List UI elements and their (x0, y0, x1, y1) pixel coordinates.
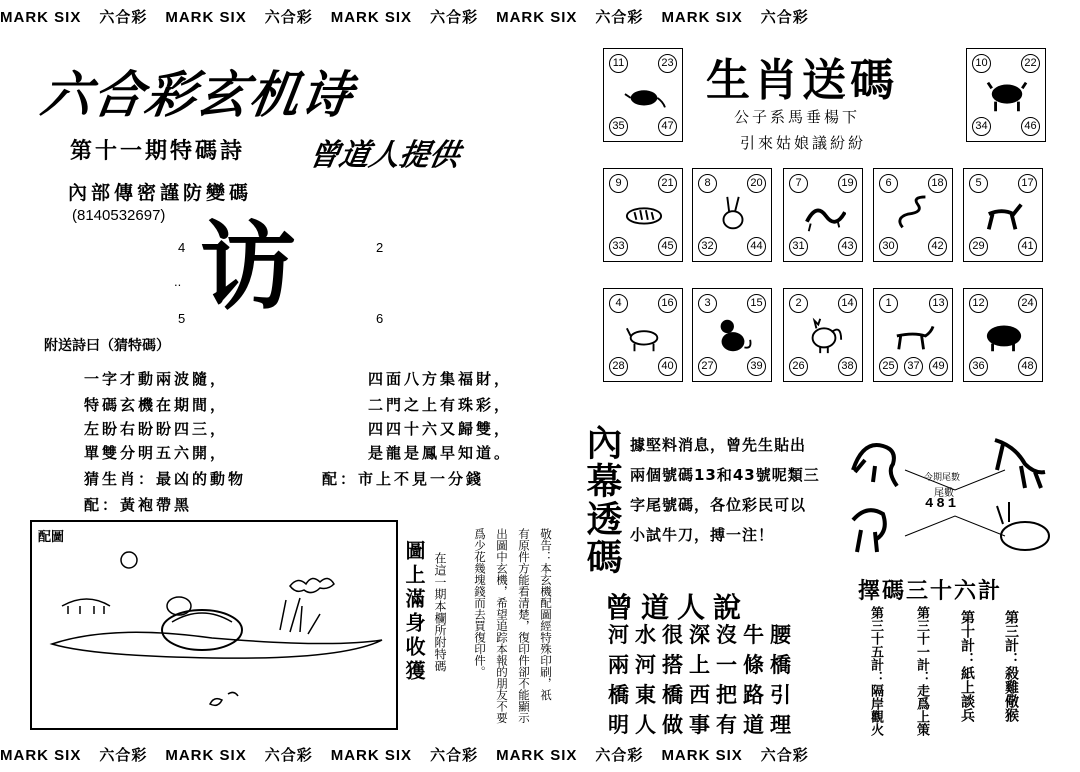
zodiac-number: 38 (838, 357, 857, 376)
banner-item: 六合彩 (430, 9, 479, 26)
zodiac-number: 32 (698, 237, 717, 256)
zodiac-number: 7 (789, 174, 808, 193)
zodiac-line-2: 引來姑娘議紛紛 (740, 134, 867, 152)
sayings-title: 曾道人說 (605, 591, 750, 624)
zodiac-number: 30 (879, 237, 898, 256)
sayings-line: 橋東橋西把路引 (608, 682, 797, 707)
zodiac-cell (783, 288, 863, 382)
notice-line-4: 爲少花幾塊錢而去買復印件。 (473, 528, 487, 678)
zodiac-cell (963, 288, 1043, 382)
zodiac-number: 34 (972, 117, 991, 136)
zodiac-number: 8 (698, 174, 717, 193)
pig-icon (982, 315, 1026, 355)
strategy-title: 擇碼三十六計 (858, 578, 1003, 604)
zodiac-number: 26 (789, 357, 808, 376)
bottom-banner (0, 744, 1080, 772)
banner-item: MARK SIX (165, 747, 247, 764)
zodiac-number: 22 (1021, 54, 1040, 73)
sayings-line: 兩河搭上一條橋 (608, 652, 797, 677)
rooster-icon (802, 315, 846, 355)
zodiac-cell (603, 48, 683, 142)
zodiac-number: 48 (1018, 357, 1037, 376)
zodiac-cell (963, 168, 1043, 262)
poem-right-3: 四四十六又歸雙， (368, 420, 513, 438)
poem-left-1: 一字才動兩波隨， (84, 370, 229, 388)
banner-item: 六合彩 (760, 9, 809, 26)
insider-label: 內幕透碼 (581, 424, 623, 576)
phone-number: (8140532697) (72, 207, 166, 224)
zodiac-number: 12 (969, 294, 988, 313)
zodiac-number: 2 (789, 294, 808, 313)
zodiac-number: 19 (838, 174, 857, 193)
zodiac-number: 17 (1018, 174, 1037, 193)
zodiac-number: 24 (1018, 294, 1037, 313)
sayings-body (608, 620, 797, 740)
zodiac-cell (603, 168, 683, 262)
banner-item: MARK SIX (0, 747, 82, 764)
insider-line: 據堅料消息，曾先生貼出 (630, 436, 807, 454)
notice-line-3: 出圖中玄機，希望追踪本報的朋友不要 (495, 528, 509, 724)
zodiac-cell (873, 288, 953, 382)
insider-line: 字尾號碼，各位彩民可以 (630, 496, 807, 514)
banner-item: MARK SIX (496, 747, 578, 764)
poem-right-4: 是龍是鳳早知道。 (368, 444, 513, 462)
tail-badge-top: 今期尾數 (924, 473, 961, 483)
zodiac-title: 生肖送碼 (706, 55, 898, 106)
zodiac-number: 20 (747, 174, 766, 193)
monkey-icon (853, 445, 897, 486)
zodiac-number: 31 (789, 237, 808, 256)
dots-mark: .. (174, 274, 182, 289)
sayings-line: 河水很深沒牛腰 (608, 622, 797, 647)
tail-badge-label: 尾數 (934, 488, 954, 499)
zodiac-number: 9 (609, 174, 628, 193)
ox-icon (985, 75, 1029, 115)
goat-icon (622, 315, 666, 355)
rabbit-icon (711, 195, 755, 235)
strategy-col-2: 第十計：紙上談兵 (959, 610, 975, 722)
zodiac-number: 13 (929, 294, 948, 313)
zodiac-number: 11 (609, 54, 628, 73)
banner-item: 六合彩 (264, 9, 313, 26)
zodiac-number: 10 (972, 54, 991, 73)
pei-line-1: 配：市上不見一分錢 (322, 470, 485, 488)
zodiac-cell (966, 48, 1046, 142)
banner-item: 六合彩 (760, 747, 809, 764)
zodiac-number: 47 (658, 117, 677, 136)
zodiac-number: 4 (609, 294, 628, 313)
zodiac-number: 16 (658, 294, 677, 313)
horse-icon (982, 195, 1026, 235)
banner-item: 六合彩 (99, 747, 148, 764)
zodiac-number: 35 (609, 117, 628, 136)
dog-icon (853, 510, 885, 552)
guess-animal: 猜生肖：最凶的動物 (84, 470, 247, 488)
zodiac-number: 21 (658, 174, 677, 193)
dragon-icon (802, 195, 846, 235)
zodiac-number: 3 (698, 294, 717, 313)
banner-item: 六合彩 (595, 9, 644, 26)
zodiac-cell (783, 168, 863, 262)
main-title: 六合彩玄机诗 (37, 65, 358, 124)
rat-icon (622, 75, 666, 115)
zodiac-cell (873, 168, 953, 262)
poem-left-2: 特碼玄機在期間， (84, 396, 229, 414)
banner-item: MARK SIX (496, 9, 578, 26)
corner-num-bl: 5 (178, 311, 186, 326)
zodiac-number: 46 (1021, 117, 1040, 136)
zodiac-number: 37 (904, 357, 923, 376)
secret-line: 內部傳密謹防變碼 (68, 182, 253, 204)
zodiac-number: 43 (838, 237, 857, 256)
strategy-col-1: 第三計：殺雞儆猴 (1003, 610, 1019, 722)
insider-text (630, 430, 820, 550)
monkey-icon (711, 315, 755, 355)
zodiac-number: 27 (698, 357, 717, 376)
tail-badge-value: 481 (925, 496, 960, 512)
banner-item: 六合彩 (430, 747, 479, 764)
provider-title: 曾道人提供 (306, 138, 463, 173)
insider-line: 兩個號碼13和43號呢類三 (630, 466, 820, 484)
banner-item: 六合彩 (264, 747, 313, 764)
banner-item: MARK SIX (661, 9, 743, 26)
zodiac-number: 28 (609, 357, 628, 376)
zodiac-number: 15 (747, 294, 766, 313)
riddle-picture-box (30, 520, 398, 730)
zodiac-number: 5 (969, 174, 988, 193)
notice-line-1: 敬告：本玄機配圖經特殊印刷，祇 (539, 528, 553, 701)
top-banner (0, 6, 1080, 34)
corner-num-br: 6 (376, 311, 384, 326)
zodiac-number: 1 (879, 294, 898, 313)
picture-caption-title: 圖上滿身收獲 (402, 540, 426, 684)
insider-line: 小試牛刀，搏一注！ (630, 526, 775, 544)
sayings-line: 明人做事有道理 (608, 712, 797, 737)
zodiac-number: 23 (658, 54, 677, 73)
horse-icon (995, 440, 1045, 488)
zodiac-number: 45 (658, 237, 677, 256)
notice-line-2: 有原件方能看清楚，復印件卻不能顯示 (517, 528, 531, 724)
zodiac-number: 33 (609, 237, 628, 256)
zodiac-line-1: 公子系馬垂楊下 (734, 108, 861, 126)
banner-item: 六合彩 (99, 9, 148, 26)
zodiac-number: 25 (879, 357, 898, 376)
dog-icon (892, 315, 936, 355)
corner-num-tr: 2 (376, 240, 384, 255)
corner-num-tl: 4 (178, 240, 186, 255)
poem-intro: 附送詩曰（猜特碼） (44, 338, 170, 354)
banner-item: MARK SIX (330, 9, 413, 26)
banner-item: 六合彩 (595, 747, 644, 764)
zodiac-number: 40 (658, 357, 677, 376)
zodiac-number: 42 (928, 237, 947, 256)
snake-icon (892, 195, 936, 235)
rabbit-icon (997, 502, 1049, 550)
zodiac-number: 14 (838, 294, 857, 313)
picture-caption-note: 在這一期本欄所附特碼 (433, 552, 447, 672)
zodiac-number: 18 (928, 174, 947, 193)
strategy-col-4: 第三十五計：隔岸觀火 (868, 606, 883, 736)
tiger-icon (622, 195, 666, 235)
turtle-scene-illustration (32, 522, 396, 728)
zodiac-number: 36 (969, 357, 988, 376)
poem-left-4: 單雙分明五六開， (84, 444, 229, 462)
zodiac-cell (692, 288, 772, 382)
zodiac-number: 49 (929, 357, 948, 376)
pei-line-2: 配：黃袍帶黑 (84, 496, 193, 514)
zodiac-number: 39 (747, 357, 766, 376)
banner-item: MARK SIX (330, 747, 413, 764)
picture-label: 配圖 (38, 530, 65, 545)
issue-title: 第十一期特碼詩 (70, 138, 246, 164)
riddle-char: 访 (200, 210, 296, 323)
zodiac-number: 29 (969, 237, 988, 256)
zodiac-number: 44 (747, 237, 766, 256)
zodiac-cell (692, 168, 772, 262)
poem-right-2: 二門之上有珠彩， (368, 396, 513, 414)
strategy-col-3: 第三十一計：走爲上策 (914, 606, 929, 736)
poem-left-3: 左盼右盼盼四三， (84, 420, 229, 438)
zodiac-cell (603, 288, 683, 382)
banner-item: MARK SIX (0, 9, 82, 26)
poem-right-1: 四面八方集福財， (368, 370, 513, 388)
banner-item: MARK SIX (165, 9, 247, 26)
zodiac-number: 41 (1018, 237, 1037, 256)
banner-item: MARK SIX (661, 747, 743, 764)
zodiac-number: 6 (879, 174, 898, 193)
